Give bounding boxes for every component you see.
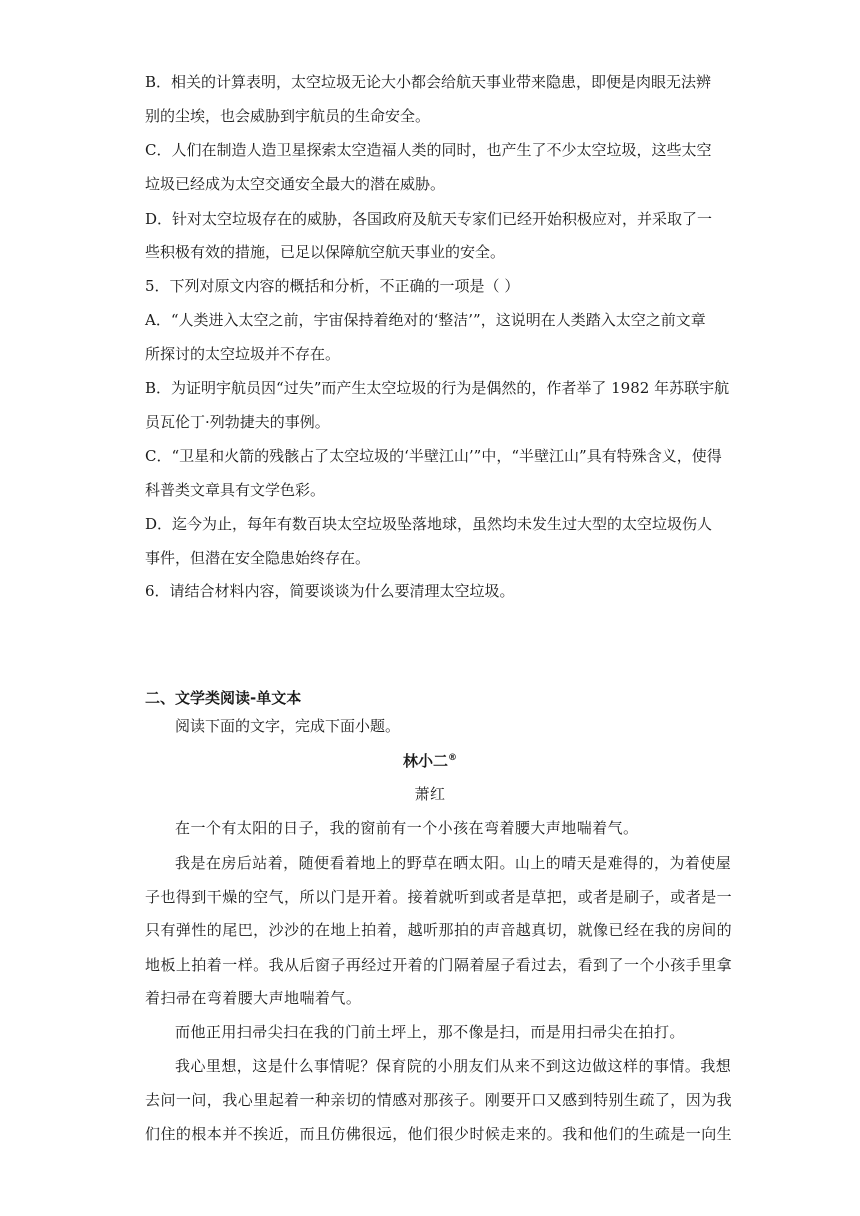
option-4c-line-2: 垃圾已经成为太空交通安全最大的潜在威胁。 [145,175,446,193]
story-paragraph-line: 在一个有太阳的日子，我的窗前有一个小孩在弯着腰大声地喘着气。 [175,819,639,837]
question-6: 6．请结合材料内容，简要谈谈为什么要清理太空垃圾。 [145,582,515,600]
option-4d-line-1: D．针对太空垃圾存在的威胁，各国政府及航天专家们已经开始积极应对，并采取了一 [145,210,713,228]
story-paragraph-line: 只有弹性的尾巴，沙沙的在地上拍着，越听那拍的声音越真切，就像已经在我的房间的 [145,921,733,939]
section-heading: 二、文学类阅读-单文本 [145,689,302,707]
footnote-mark: ® [448,753,457,763]
story-author: 萧红 [414,785,446,803]
story-paragraph-line: 们住的根本并不挨近，而且仿佛很远，他们很少时候走来的。我和他们的生疏是一向生 [145,1125,733,1143]
option-5c-line-2: 科普类文章具有文学色彩。 [145,481,326,499]
option-5d-line-1: D．迄今为止，每年有数百块太空垃圾坠落地球，虽然均未发生过大型的太空垃圾伤人 [145,515,713,533]
option-5c-line-1: C．“卫星和火箭的残骸占了太空垃圾的‘半壁江山’”中，“半壁江山”具有特殊含义，使得 [145,447,722,465]
option-5a-line-2: 所探讨的太空垃圾并不存在。 [145,345,341,363]
story-paragraph-line: 地板上拍着一样。我从后窗子再经过开着的门隔着屋子看过去，看到了一个小孩手里拿 [145,956,733,974]
story-paragraph-line: 而他正用扫帚尖扫在我的门前土坪上，那不像是扫，而是用扫帚尖在拍打。 [175,1023,685,1041]
option-4b-line-2: 别的尘埃，也会威胁到宇航员的生命安全。 [145,107,431,125]
story-paragraph-line: 我心里想，这是什么事情呢？保育院的小朋友们从来不到这边做这样的事情。我想 [175,1057,732,1075]
story-title-text: 林小二 [402,752,448,770]
story-paragraph-line: 去问一问，我心里起着一种亲切的情感对那孩子。刚要开口又感到特别生疏了，因为我 [145,1091,733,1109]
option-5b-line-1: B．为证明宇航员因“过失”而产生太空垃圾的行为是偶然的，作者举了 1982 年苏联宇航 [145,379,730,397]
option-4b-line-1: B．相关的计算表明，太空垃圾无论大小都会给航天事业带来隐患，即便是肉眼无法辨 [145,73,712,91]
option-5d-line-2: 事件，但潜在安全隐患始终存在。 [145,549,371,567]
option-5a-line-1: A．“人类进入太空之前，宇宙保持着绝对的‘整洁’”，这说明在人类踏入太空之前文章 [145,311,706,329]
question-5-stem: 5．下列对原文内容的概括和分析，不正确的一项是（ ） [145,277,520,295]
option-4c-line-1: C．人们在制造人造卫星探索太空造福人类的同时，也产生了不少太空垃圾，这些太空 [145,141,712,159]
story-paragraph-line: 我是在房后站着，随便看着地上的野草在晒太阳。山上的晴天是难得的，为着使屋 [175,854,732,872]
option-5b-line-2: 员瓦伦丁·列勃捷夫的事例。 [145,413,330,431]
story-title [0,751,860,771]
story-paragraph-line: 子也得到干燥的空气，所以门是开着。接着就听到或者是草把，或者是刷子，或者是一 [145,888,733,906]
option-4d-line-2: 些积极有效的措施，已足以保障航空航天事业的安全。 [145,243,506,261]
story-paragraph-line: 着扫帚在弯着腰大声地喘着气。 [145,989,362,1007]
section-instruction: 阅读下面的文字，完成下面小题。 [175,717,401,735]
